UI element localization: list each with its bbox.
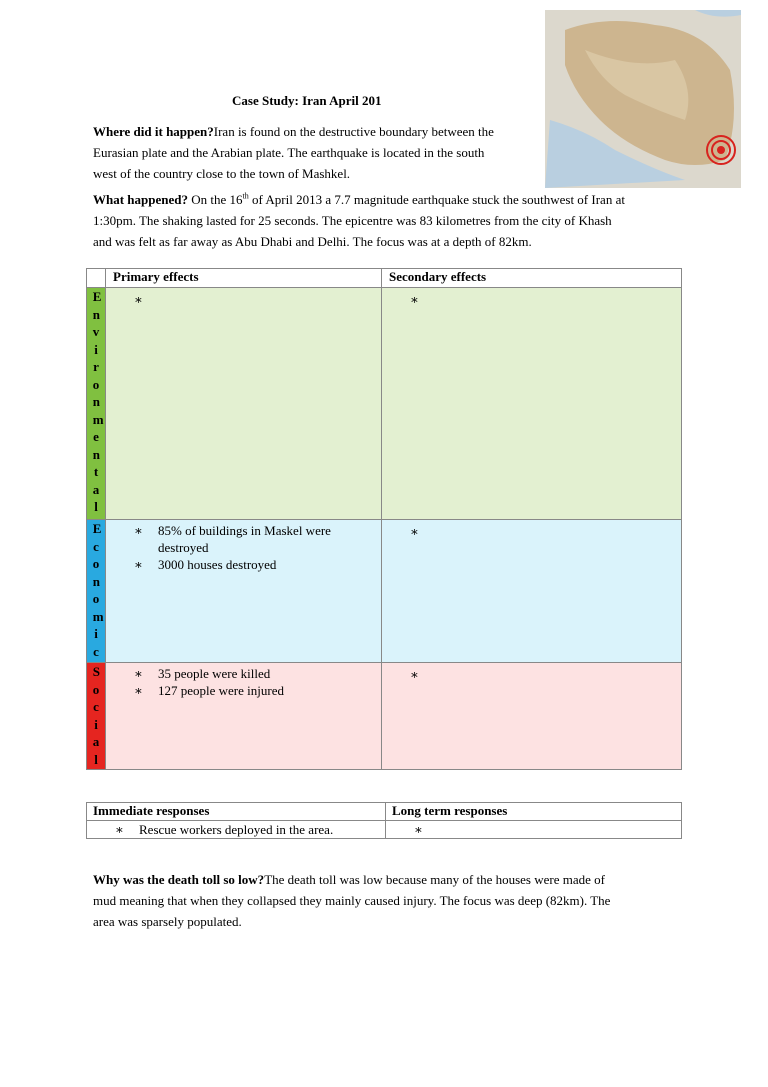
list-item: ∗ 85% of buildings in Maskel were destroyed bbox=[106, 522, 361, 556]
economic-primary-cell bbox=[106, 520, 382, 663]
where-text-2: Eurasian plate and the Arabian plate. The earthquake is located in the south bbox=[93, 145, 485, 160]
list-item: ∗ 127 people were injured bbox=[106, 682, 381, 699]
environmental-secondary-cell bbox=[382, 288, 682, 520]
immediate-responses-header: Immediate responses bbox=[87, 803, 386, 821]
longterm-responses-header: Long term responses bbox=[386, 803, 682, 821]
effects-corner-cell bbox=[87, 269, 106, 288]
what-paragraph bbox=[93, 189, 713, 252]
environmental-label bbox=[87, 288, 106, 520]
longterm-responses-cell bbox=[386, 821, 682, 839]
what-sup: th bbox=[242, 191, 249, 201]
immediate-responses-list bbox=[87, 821, 385, 838]
environmental-label-text: Environmental bbox=[92, 289, 104, 514]
why-paragraph bbox=[93, 869, 693, 932]
list-item: ∗ 35 people were killed bbox=[106, 665, 381, 682]
iran-map-image bbox=[545, 10, 741, 188]
why-label: Why was the death toll so low? bbox=[93, 872, 265, 887]
what-text-b: of April 2013 a 7.7 magnitude earthquake stuck the southwest of Iran at bbox=[248, 192, 625, 207]
what-text-3: and was felt as far away as Abu Dhabi and Delhi. The focus was at a depth of 82km. bbox=[93, 234, 532, 249]
list-item: ∗ 3000 houses destroyed bbox=[106, 556, 361, 573]
what-text-a: On the 16 bbox=[188, 192, 243, 207]
social-row bbox=[87, 663, 682, 770]
environmental-row bbox=[87, 288, 682, 520]
where-paragraph bbox=[93, 121, 553, 184]
responses-table bbox=[86, 802, 682, 839]
what-text-2: 1:30pm. The shaking lasted for 25 seconds. The epicentre was 83 kilometres from the city of Khash bbox=[93, 213, 612, 228]
why-text-1: The death toll was low because many of the houses were made of bbox=[264, 872, 605, 887]
social-primary-cell bbox=[106, 663, 382, 770]
social-primary-list bbox=[106, 665, 381, 699]
immediate-responses-cell bbox=[87, 821, 386, 839]
page-title: Case Study: Iran April 201 bbox=[232, 93, 382, 108]
economic-label bbox=[87, 520, 106, 663]
social-label-text: Social bbox=[92, 664, 100, 767]
where-label: Where did it happen? bbox=[93, 124, 214, 139]
effects-table bbox=[86, 268, 682, 770]
economic-primary-list bbox=[106, 522, 381, 573]
economic-row bbox=[87, 520, 682, 663]
what-label: What happened? bbox=[93, 192, 188, 207]
social-label bbox=[87, 663, 106, 770]
social-secondary-cell bbox=[382, 663, 682, 770]
where-text-3: west of the country close to the town of Mashkel. bbox=[93, 166, 351, 181]
secondary-effects-header: Secondary effects bbox=[382, 269, 682, 288]
environmental-primary-cell bbox=[106, 288, 382, 520]
why-text-3: area was sparsely populated. bbox=[93, 914, 242, 929]
why-text-2: mud meaning that when they collapsed they mainly caused injury. The focus was deep (82km). The bbox=[93, 893, 611, 908]
where-text-1: Iran is found on the destructive boundary between the bbox=[213, 124, 494, 139]
list-item: ∗ Rescue workers deployed in the area. bbox=[87, 821, 385, 838]
economic-label-text: Economic bbox=[92, 521, 104, 659]
epicentre-marker-icon bbox=[717, 146, 725, 154]
primary-effects-header: Primary effects bbox=[106, 269, 382, 288]
economic-secondary-cell bbox=[382, 520, 682, 663]
map-svg bbox=[545, 10, 741, 188]
